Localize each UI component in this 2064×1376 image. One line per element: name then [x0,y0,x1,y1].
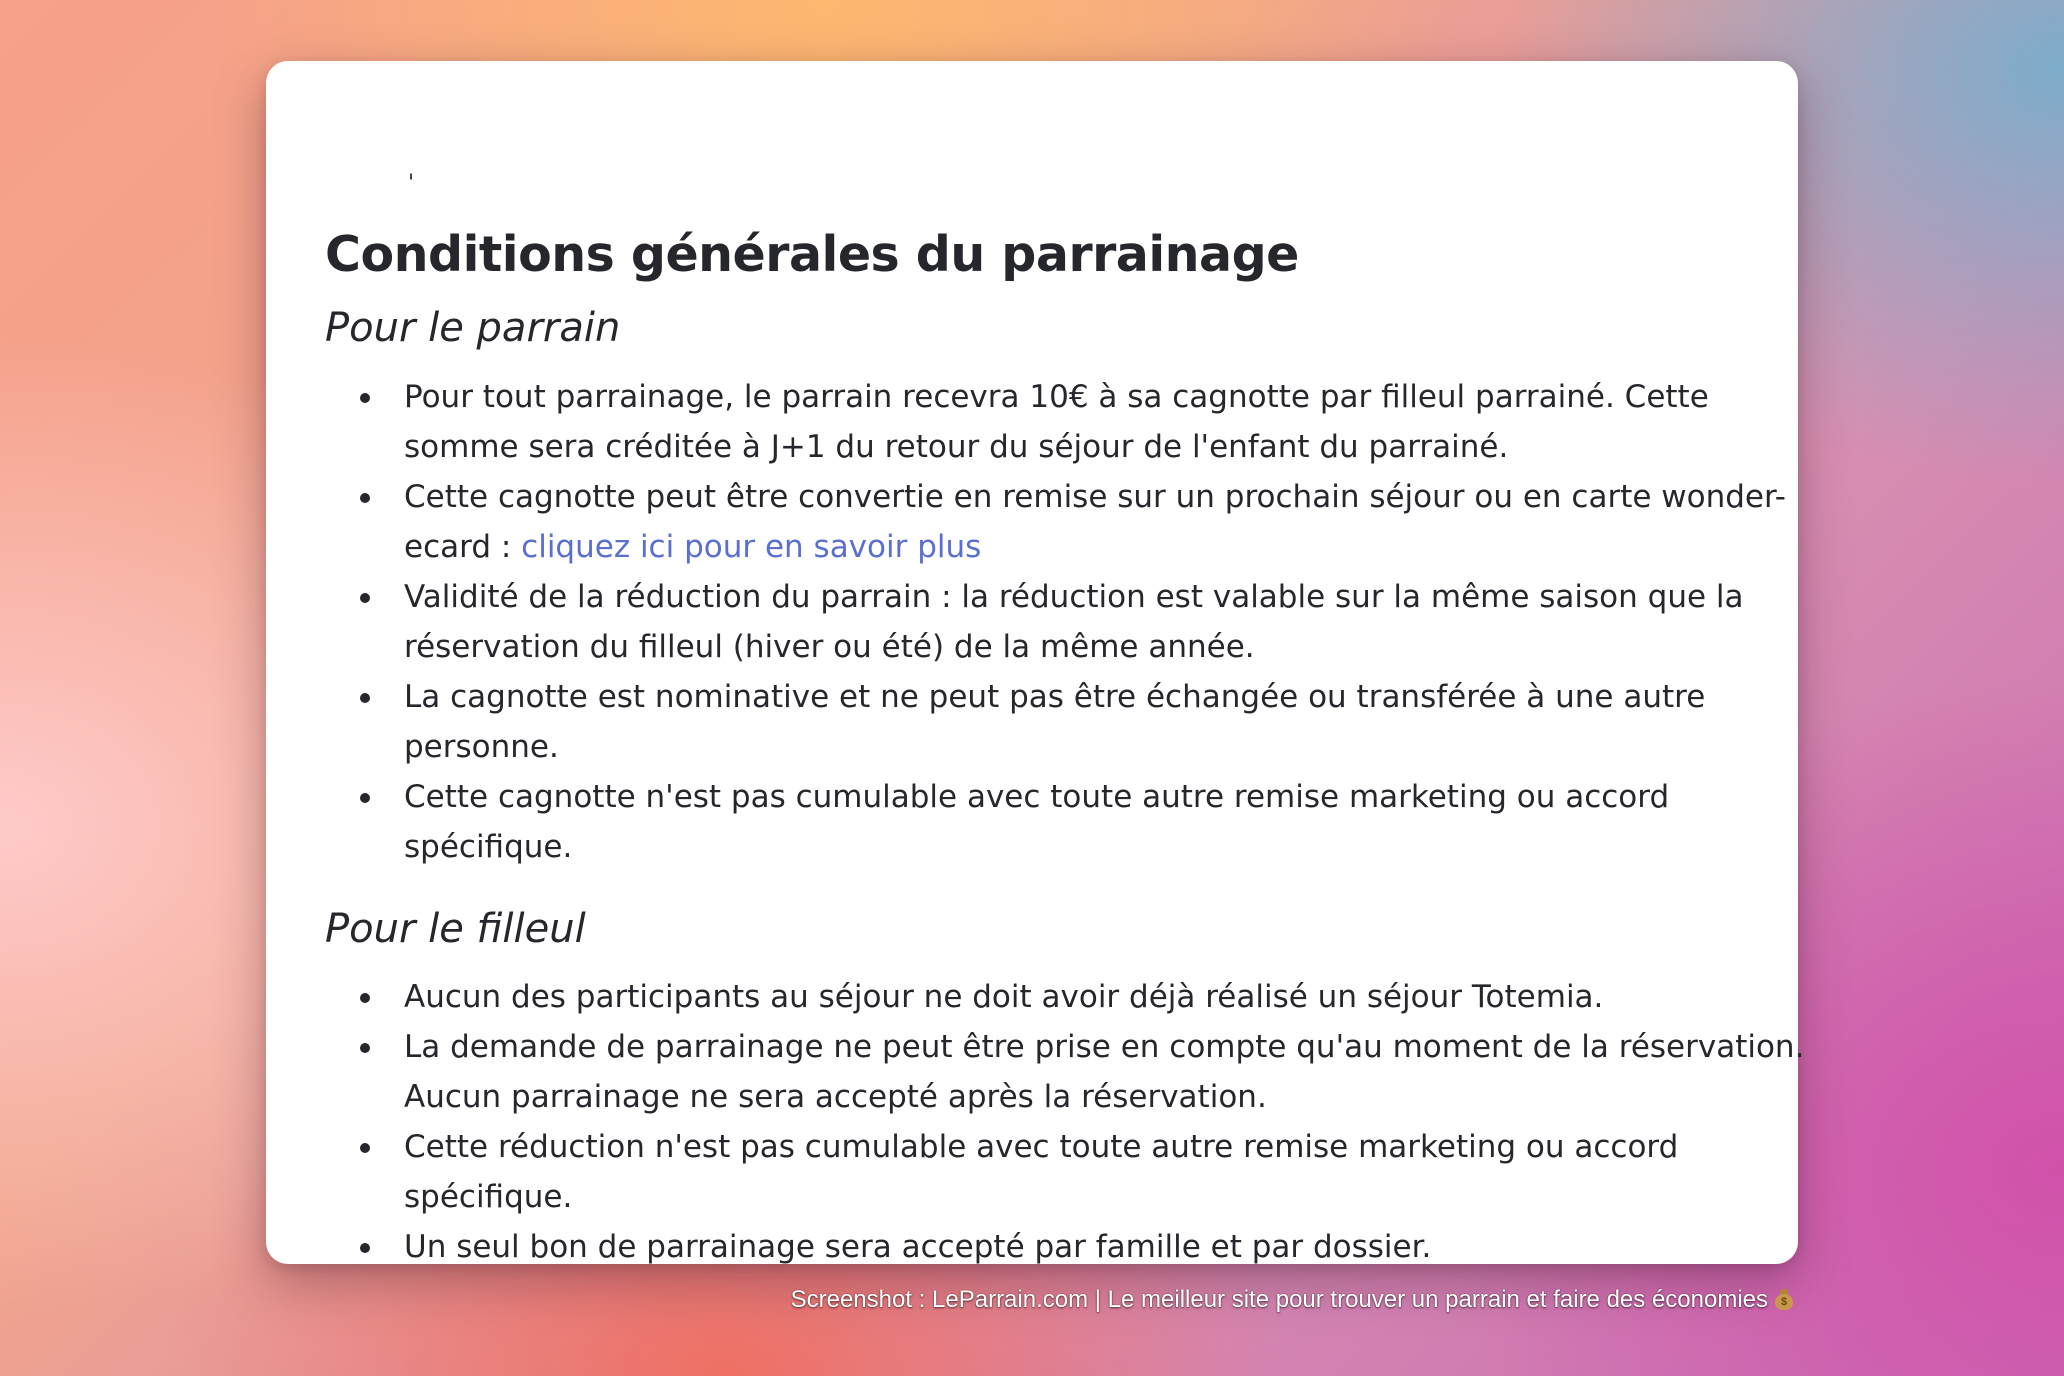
list-item-text: La demande de parrainage ne peut être prise en compte qu'au moment de la réservation. Aucun parrainage ne sera accepté après la réservation. [404,1029,1805,1115]
list-item-text: Pour tout parrainage, le parrain recevra 10€ à sa cagnotte par filleul parrainé. Cette somme sera créditée à J+1 du retour du séjour de l'enfant du parrainé. [404,379,1709,465]
list-item [404,772,1824,872]
list-item [404,972,1824,1022]
terms-card [266,61,1805,1265]
screenshot-caption [791,1284,1794,1316]
list-item [404,672,1824,772]
list-item-text: Cette cagnotte peut être convertie en remise sur un prochain séjour ou en carte wonder-ecard : [404,479,1786,565]
list-item-text: Cette cagnotte n'est pas cumulable avec toute autre remise marketing ou accord spécifique. [404,779,1670,865]
list-item-text: La cagnotte est nominative et ne peut pas être échangée ou transférée à une autre personne. [404,679,1706,765]
filleul-terms-list [325,972,1824,1272]
parrain-terms-list [325,372,1824,872]
list-item [404,1022,1824,1122]
section-heading-filleul: Pour le filleul [325,906,586,952]
page-title: Conditions générales du parrainage [325,226,1299,283]
caption-text: Screenshot : LeParrain.com | Le meilleur site pour trouver un parrain et faire des économies [790,1286,1768,1313]
list-item [404,572,1824,672]
list-item [404,1122,1824,1222]
section-heading-parrain: Pour le parrain [325,305,621,351]
list-item-text: Cette réduction n'est pas cumulable avec toute autre remise marketing ou accord spécifique. [404,1129,1679,1215]
list-item [404,372,1824,472]
stray-mark: ' [408,171,415,196]
money-bag-icon: $ [1774,1288,1794,1310]
list-item [404,472,1824,572]
list-item [404,1222,1824,1272]
list-item-text: Validité de la réduction du parrain : la réduction est valable sur la même saison que la réservation du filleul (hiver ou été) de la même année. [404,579,1744,665]
list-item-text: Un seul bon de parrainage sera accepté par famille et par dossier. [404,1229,1432,1265]
learn-more-link[interactable]: cliquez ici pour en savoir plus [521,529,982,565]
list-item-text: Aucun des participants au séjour ne doit avoir déjà réalisé un séjour Totemia. [404,979,1604,1015]
